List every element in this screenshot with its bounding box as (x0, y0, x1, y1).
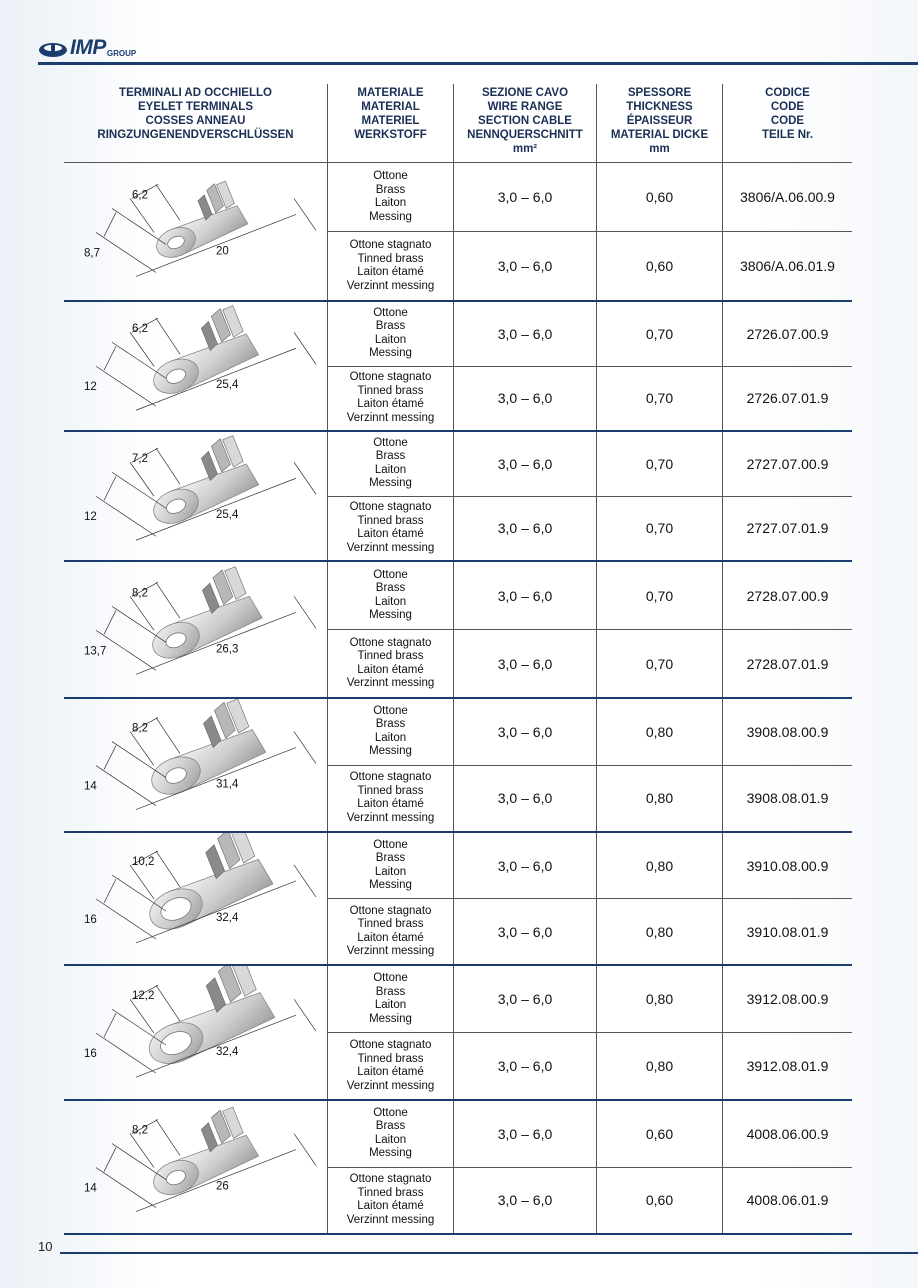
table-row (327, 699, 852, 765)
wire-range-cell: 3,0 – 6,0 (453, 766, 596, 832)
thickness-cell: 0,80 (596, 833, 722, 898)
dimension-label-a: 8,2 (132, 722, 148, 735)
header-thickness: SPESSORE THICKNESS ÉPAISSEUR MATERIAL DICKE mm (596, 84, 722, 162)
material-cell: Ottone Brass Laiton Messing (327, 1101, 453, 1167)
code-cell: 3908.08.01.9 (722, 766, 852, 832)
terminal-drawing-cell (64, 699, 327, 831)
terminal-drawing-cell (64, 562, 327, 697)
table-row (327, 562, 852, 629)
wire-range-cell: 3,0 – 6,0 (453, 833, 596, 898)
table-row (327, 833, 852, 898)
code-cell: 3912.08.01.9 (722, 1033, 852, 1099)
material-cell: Ottone stagnato Tinned brass Laiton étamé Verzinnt messing (327, 497, 453, 561)
code-cell: 3910.08.00.9 (722, 833, 852, 898)
code-cell: 4008.06.00.9 (722, 1101, 852, 1167)
dimension-label-a: 10,2 (132, 855, 155, 868)
dimension-label-c: 32,4 (216, 911, 239, 924)
product-group (64, 432, 852, 562)
thickness-cell: 0,80 (596, 766, 722, 832)
thickness-cell: 0,70 (596, 302, 722, 366)
eyelet-terminal-drawing (64, 833, 327, 964)
code-cell: 3908.08.00.9 (722, 699, 852, 765)
product-group (64, 833, 852, 966)
table-row (327, 1101, 852, 1167)
dimension-label-a: 6,2 (132, 323, 148, 336)
wire-range-cell: 3,0 – 6,0 (453, 1168, 596, 1234)
thickness-cell: 0,80 (596, 899, 722, 964)
code-cell: 3912.08.00.9 (722, 966, 852, 1032)
brand-name: IMP (70, 36, 106, 59)
wire-range-cell: 3,0 – 6,0 (453, 562, 596, 629)
thickness-cell: 0,70 (596, 497, 722, 561)
product-group (64, 1101, 852, 1235)
table-row (327, 496, 852, 561)
code-cell: 2726.07.00.9 (722, 302, 852, 366)
table-body (64, 163, 852, 1235)
dimension-label-b: 14 (84, 1182, 97, 1195)
product-group (64, 163, 852, 302)
table-row (327, 231, 852, 300)
material-cell: Ottone Brass Laiton Messing (327, 966, 453, 1032)
material-cell: Ottone stagnato Tinned brass Laiton étamé Verzinnt messing (327, 367, 453, 431)
wire-range-cell: 3,0 – 6,0 (453, 630, 596, 697)
table-row (327, 966, 852, 1032)
terminal-drawing-cell (64, 432, 327, 560)
table-row (327, 1032, 852, 1099)
material-cell: Ottone Brass Laiton Messing (327, 302, 453, 366)
header-terminals: TERMINALI AD OCCHIELLO EYELET TERMINALS COSSES ANNEAU RINGZUNGENENDVERSCHLÜSSEN (97, 87, 294, 141)
wire-range-cell: 3,0 – 6,0 (453, 232, 596, 300)
table-row (327, 629, 852, 697)
thickness-cell: 0,70 (596, 630, 722, 697)
logo-emblem-icon (38, 40, 68, 58)
material-cell: Ottone stagnato Tinned brass Laiton étamé Verzinnt messing (327, 766, 453, 832)
dimension-label-b: 16 (84, 1048, 97, 1061)
wire-range-cell: 3,0 – 6,0 (453, 367, 596, 431)
wire-range-cell: 3,0 – 6,0 (453, 1033, 596, 1099)
terminal-drawing-cell (64, 302, 327, 430)
terminal-drawing-cell (64, 1101, 327, 1233)
page-number: 10 (38, 1239, 53, 1254)
wire-range-cell: 3,0 – 6,0 (453, 432, 596, 496)
thickness-cell: 0,60 (596, 232, 722, 300)
material-cell: Ottone stagnato Tinned brass Laiton étamé Verzinnt messing (327, 899, 453, 964)
dimension-label-c: 32,4 (216, 1046, 239, 1059)
material-cell: Ottone stagnato Tinned brass Laiton étamé Verzinnt messing (327, 1168, 453, 1234)
material-cell: Ottone stagnato Tinned brass Laiton étamé Verzinnt messing (327, 1033, 453, 1099)
eyelet-terminal-drawing (64, 966, 327, 1099)
dimension-label-c: 26 (216, 1180, 229, 1193)
dimension-label-b: 12 (84, 511, 97, 524)
dimension-label-c: 31,4 (216, 778, 239, 791)
table-row (327, 432, 852, 496)
thickness-cell: 0,70 (596, 367, 722, 431)
brand-suffix: GROUP (106, 49, 137, 58)
eyelet-terminal-drawing (64, 163, 327, 300)
thickness-cell: 0,60 (596, 1168, 722, 1234)
dimension-label-a: 8,2 (132, 1124, 148, 1137)
thickness-cell: 0,70 (596, 432, 722, 496)
eyelet-terminal-drawing (64, 562, 327, 697)
footer-rule (60, 1252, 918, 1254)
wire-range-cell: 3,0 – 6,0 (453, 163, 596, 231)
code-cell: 4008.06.01.9 (722, 1168, 852, 1234)
table-row (327, 1167, 852, 1234)
brand-logo (38, 38, 136, 58)
terminal-drawing-cell (64, 833, 327, 964)
product-group (64, 562, 852, 699)
eyelet-terminal-drawing (64, 1101, 327, 1233)
table-row (327, 302, 852, 366)
code-cell: 3806/A.06.00.9 (722, 163, 852, 231)
wire-range-cell: 3,0 – 6,0 (453, 1101, 596, 1167)
wire-range-cell: 3,0 – 6,0 (453, 302, 596, 366)
code-cell: 2728.07.01.9 (722, 630, 852, 697)
material-cell: Ottone Brass Laiton Messing (327, 833, 453, 898)
thickness-cell: 0,80 (596, 1033, 722, 1099)
header-section: SEZIONE CAVO WIRE RANGE SECTION CABLE NENNQUERSCHNITT mm² (453, 84, 596, 162)
dimension-label-b: 14 (84, 780, 97, 793)
table-row (327, 163, 852, 231)
thickness-cell: 0,70 (596, 562, 722, 629)
material-cell: Ottone stagnato Tinned brass Laiton étamé Verzinnt messing (327, 232, 453, 300)
wire-range-cell: 3,0 – 6,0 (453, 497, 596, 561)
thickness-cell: 0,80 (596, 966, 722, 1032)
table-row (327, 898, 852, 964)
code-cell: 2727.07.00.9 (722, 432, 852, 496)
dimension-label-c: 26,3 (216, 643, 239, 656)
code-cell: 2726.07.01.9 (722, 367, 852, 431)
dimension-label-b: 16 (84, 913, 97, 926)
dimension-label-a: 12,2 (132, 990, 155, 1003)
header-rule (38, 62, 918, 65)
material-cell: Ottone Brass Laiton Messing (327, 432, 453, 496)
product-group (64, 966, 852, 1101)
wire-range-cell: 3,0 – 6,0 (453, 966, 596, 1032)
dimension-label-a: 8,2 (132, 587, 148, 600)
thickness-cell: 0,60 (596, 1101, 722, 1167)
header-code: CODICE CODE CODE TEILE Nr. (722, 84, 852, 162)
wire-range-cell: 3,0 – 6,0 (453, 699, 596, 765)
table-row (327, 765, 852, 832)
terminal-drawing-cell (64, 163, 327, 300)
product-group (64, 699, 852, 833)
wire-range-cell: 3,0 – 6,0 (453, 899, 596, 964)
code-cell: 2727.07.01.9 (722, 497, 852, 561)
thickness-cell: 0,80 (596, 699, 722, 765)
dimension-label-a: 7,2 (132, 453, 148, 466)
dimension-label-b: 13,7 (84, 645, 107, 658)
code-cell: 3806/A.06.01.9 (722, 232, 852, 300)
dimension-label-b: 12 (84, 381, 97, 394)
table-header (64, 84, 852, 163)
dimension-label-c: 20 (216, 245, 229, 258)
eyelet-terminal-drawing (64, 432, 327, 560)
dimension-label-a: 6,2 (132, 189, 148, 202)
eyelet-terminal-drawing (64, 302, 327, 430)
material-cell: Ottone Brass Laiton Messing (327, 163, 453, 231)
eyelet-terminals-table (64, 84, 852, 1235)
header-material: MATERIALE MATERIAL MATERIEL WERKSTOFF (327, 84, 453, 162)
material-cell: Ottone Brass Laiton Messing (327, 699, 453, 765)
eyelet-terminal-drawing (64, 699, 327, 831)
material-cell: Ottone stagnato Tinned brass Laiton étamé Verzinnt messing (327, 630, 453, 697)
material-cell: Ottone Brass Laiton Messing (327, 562, 453, 629)
table-row (327, 366, 852, 431)
thickness-cell: 0,60 (596, 163, 722, 231)
dimension-label-c: 25,4 (216, 509, 239, 522)
dimension-label-c: 25,4 (216, 379, 239, 392)
dimension-label-b: 8,7 (84, 247, 100, 260)
code-cell: 2728.07.00.9 (722, 562, 852, 629)
product-group (64, 302, 852, 432)
code-cell: 3910.08.01.9 (722, 899, 852, 964)
terminal-drawing-cell (64, 966, 327, 1099)
